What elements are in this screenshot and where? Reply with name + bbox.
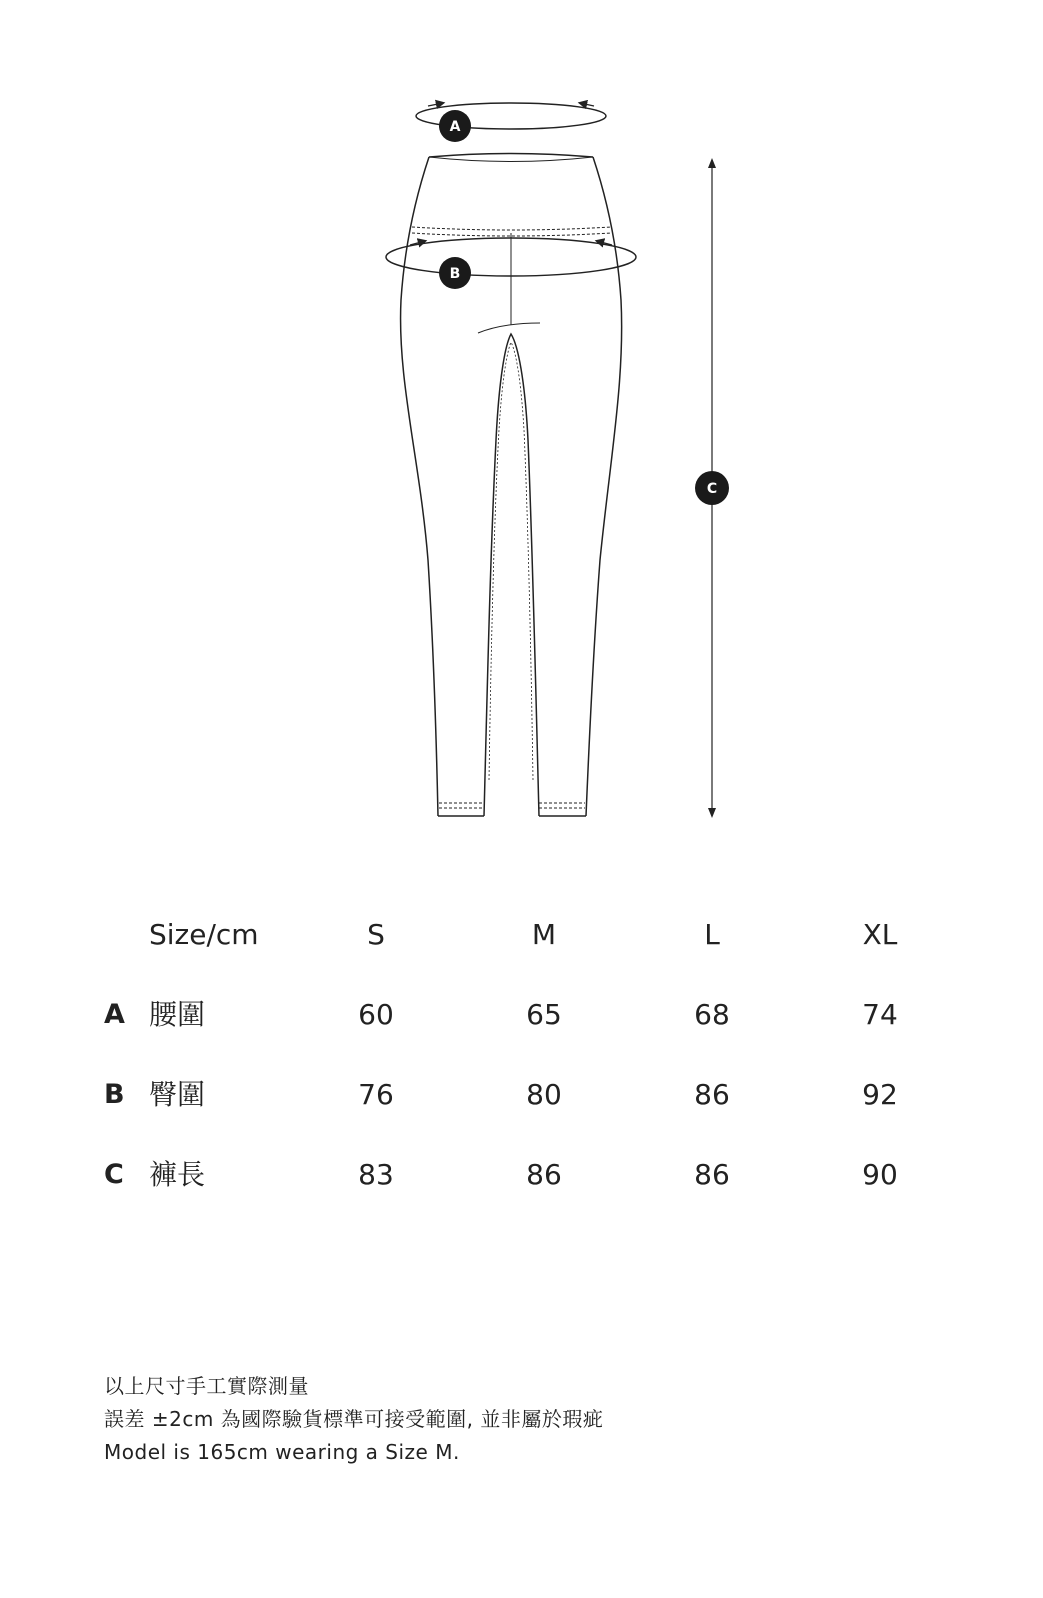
size-header-s: S (367, 918, 385, 951)
value-m: 86 (526, 1158, 562, 1191)
value-xl: 74 (862, 998, 898, 1031)
value-m: 65 (526, 998, 562, 1031)
measurement-c-length (695, 158, 729, 818)
row-letter: B (104, 1079, 125, 1110)
leggings-outline (401, 154, 622, 817)
row-label: 腰圍 (149, 998, 206, 1031)
value-s: 83 (358, 1158, 394, 1191)
size-unit-label: Size/cm (149, 918, 259, 951)
badge-c-label: C (706, 481, 718, 497)
size-header-xl: XL (862, 918, 898, 951)
table-row-waist (0, 985, 1043, 1065)
note-model-size: Model is 165cm wearing a Size M. (104, 1440, 460, 1464)
note-handmeasured: 以上尺寸手工實際測量 (104, 1374, 309, 1398)
size-table (0, 905, 1043, 1225)
badge-a-label: A (449, 119, 461, 135)
value-l: 86 (694, 1078, 730, 1111)
row-letter: A (104, 999, 125, 1030)
size-header-m: M (531, 918, 557, 951)
note-tolerance: 誤差 ±2cm 為國際驗貨標準可接受範圍, 並非屬於瑕疵 (104, 1407, 604, 1431)
measurement-a-waist (416, 103, 606, 142)
value-l: 68 (694, 998, 730, 1031)
value-xl: 92 (862, 1078, 898, 1111)
value-xl: 90 (862, 1158, 898, 1191)
value-m: 80 (526, 1078, 562, 1111)
value-l: 86 (694, 1158, 730, 1191)
table-row-length (0, 1145, 1043, 1225)
size-header-row (0, 905, 1043, 985)
size-header-l: L (704, 918, 720, 951)
value-s: 60 (358, 998, 394, 1031)
row-letter: C (104, 1159, 124, 1190)
row-label: 臀圍 (149, 1078, 206, 1111)
badge-b-label: B (449, 266, 461, 282)
value-s: 76 (358, 1078, 394, 1111)
row-label: 褲長 (149, 1158, 206, 1191)
measurement-notes (104, 1370, 603, 1469)
table-row-hip (0, 1065, 1043, 1145)
